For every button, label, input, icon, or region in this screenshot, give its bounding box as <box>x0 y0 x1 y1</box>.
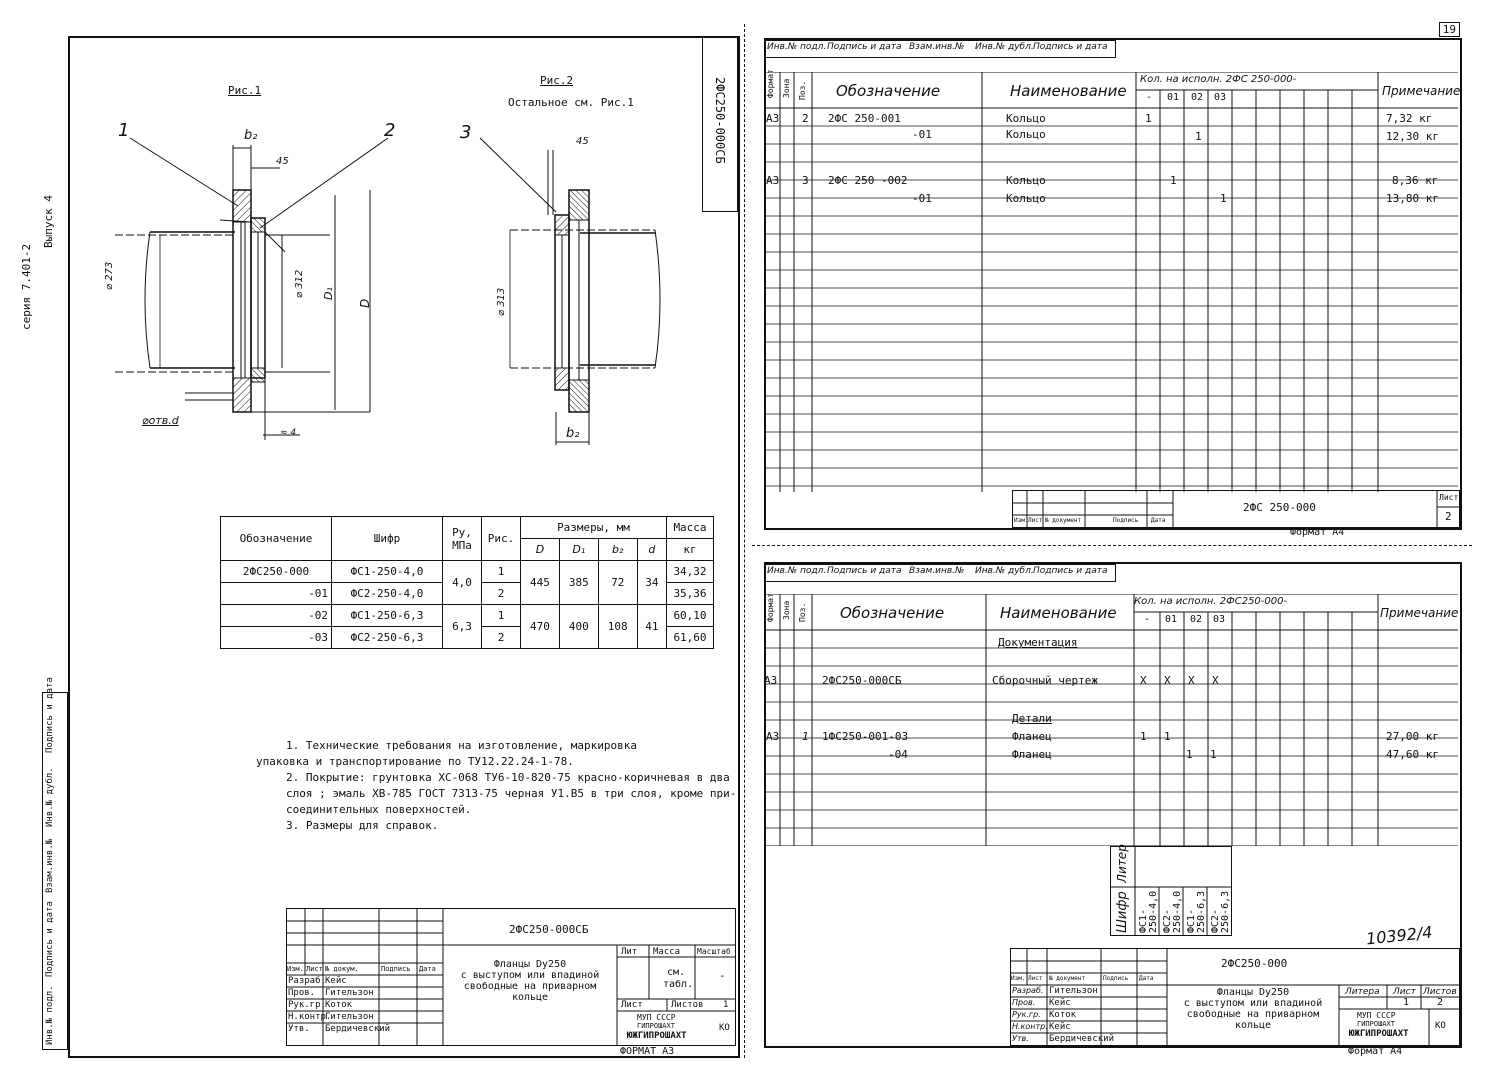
row-shifr: ФС1-250-6,3 <box>332 605 443 627</box>
drawing-title-block <box>286 908 736 1046</box>
spec2-grid <box>764 594 1458 846</box>
fig2-drawing <box>460 120 680 450</box>
spec1-h-oboz: Обозначение <box>836 82 941 100</box>
row-D: 470 <box>521 605 560 649</box>
tb-role-3: Н.контр. <box>288 1012 332 1022</box>
fig1-D: D <box>358 298 372 308</box>
row-shifr: ФС1-250-4,0 <box>332 561 443 583</box>
spec1-r2-poz: 3 <box>802 174 809 187</box>
note-line: соединительных поверхностей. <box>286 803 472 816</box>
spec1-r2-q1: 1 <box>1170 174 1177 187</box>
spec2-r0-q1: Х <box>1164 674 1171 687</box>
spec1-side-1: Инв.№ подл. <box>767 42 827 52</box>
side-stamp <box>42 677 68 1050</box>
table-row <box>221 561 714 583</box>
spec2-h-kol: Кол. на исполн. 2ФС250-000- <box>1134 596 1288 607</box>
spec2-r2-naim: Фланец <box>1012 748 1052 761</box>
s2-org2: ГИПРОШАХТ <box>1357 1020 1395 1028</box>
spec2-h-oboz: Обозначение <box>840 604 945 622</box>
spec2-r0-format: А3 <box>764 674 778 687</box>
shifr-0: ФС1-250-4,0 <box>1138 890 1159 933</box>
s2-name-0: Гительзон <box>1049 986 1098 996</box>
tb-org3: ЮЖГИПРОШАХТ <box>627 1031 687 1041</box>
spec1-h-kol: Кол. на исполн. 2ФС 250-000- <box>1140 74 1297 85</box>
liter-label: Литер <box>1115 844 1129 883</box>
tb-code: 2ФС250-000СБ <box>509 923 589 936</box>
spec2-section-parts: Детали <box>1012 712 1052 725</box>
spec1-list-label: Лист <box>1439 493 1459 502</box>
row-ris: 1 <box>482 605 521 627</box>
spec1-stamp-head <box>764 40 1116 58</box>
fig1-holes: ⌀отв.d <box>142 414 179 427</box>
fig1-title: Рис.1 <box>228 84 262 97</box>
s2-name-4: Бердичевский <box>1049 1034 1115 1044</box>
spec2-r0-q2: Х <box>1188 674 1195 687</box>
s2-head-list: Лист <box>1028 975 1043 982</box>
spec1-r1-q2: 1 <box>1195 130 1202 143</box>
tb-role-0: Разраб. <box>288 976 326 986</box>
th-py-label: Pу, <box>452 525 472 539</box>
spec2-section-docs: Документация <box>998 636 1078 649</box>
row-py: 6,3 <box>443 605 482 649</box>
spec2-col-0: - <box>1144 614 1151 625</box>
spec2-r1-format: А3 <box>766 730 780 743</box>
spec2-r2-q3: 1 <box>1210 748 1217 761</box>
tb-head-doc: № докум. <box>325 965 359 973</box>
s2-list-val: 1 <box>1403 997 1410 1008</box>
notes <box>256 738 736 834</box>
spec2-h-prim: Примечание <box>1380 606 1459 620</box>
side-col-5: Подпись и дата <box>45 677 55 753</box>
tb-name-2: с выступом или впадиной <box>460 970 600 981</box>
s2-name-line-4: кольце <box>1234 1020 1272 1031</box>
side-col-4: Инв.№ дубл. <box>45 767 55 827</box>
th-sizes: Размеры, мм <box>521 517 667 539</box>
spec1-r0-q0: 1 <box>1145 112 1152 125</box>
s2-name-line-2: с выступом или впадиной <box>1183 998 1323 1009</box>
spec1-r2-oboz: 2ФС 250 -002 <box>828 174 908 187</box>
tb-name-3: Гительзон <box>325 1012 374 1022</box>
tb-name-1: Гительзон <box>325 988 374 998</box>
spec2-r1-prim: 27,00 кг <box>1386 730 1439 743</box>
spec1-h-izm: Изм. <box>1014 517 1029 524</box>
tb-name-4: кольце <box>511 992 549 1003</box>
spec1-h-date: Дата <box>1151 517 1166 524</box>
s2-role-1: Пров. <box>1012 998 1036 1007</box>
tb-listov-val: 1 <box>723 1000 729 1010</box>
spec2-r0-q3: Х <box>1212 674 1219 687</box>
row-ris: 2 <box>482 583 521 605</box>
th-py <box>443 517 482 561</box>
th-D1: D₁ <box>559 539 598 561</box>
th-mass: Масса <box>667 517 714 539</box>
tb-head-date: Дата <box>419 965 436 973</box>
spec2-r0-naim: Сборочный чертеж <box>992 674 1098 687</box>
s2-head-izm: Изм. <box>1011 975 1026 982</box>
spec1-col-2: 02 <box>1191 92 1204 103</box>
s2-org3: ЮЖГИПРОШАХТ <box>1349 1029 1409 1039</box>
s2-liter: Литера <box>1345 987 1380 997</box>
tb-name-0: Кейс <box>325 976 347 986</box>
tb-role-1: Пров. <box>288 988 316 998</box>
spec1-r0-naim: Кольцо <box>1006 112 1046 125</box>
th-D: D <box>521 539 560 561</box>
s2-role-4: Утв. <box>1012 1034 1029 1043</box>
th-py-unit: МПа <box>452 538 472 552</box>
spec1-r0-prim: 7,32 кг <box>1386 112 1433 125</box>
spec2-stamp-head <box>764 564 1116 582</box>
spec2-side-4: Инв.№ дубл. <box>975 566 1034 576</box>
spec1-h-list: Лист <box>1028 517 1043 524</box>
fig1-D1: D₁ <box>322 287 335 300</box>
issue-label: Выпуск 4 <box>42 195 55 248</box>
s2-listov-val: 2 <box>1437 997 1444 1008</box>
spec2-side-1: Инв.№ подл. <box>767 566 827 576</box>
s2-head-date: Дата <box>1139 975 1154 982</box>
row-shifr: ФС2-250-6,3 <box>332 627 443 649</box>
sheet-divider-h <box>752 545 1472 547</box>
fig2-label-3: 3 <box>460 122 472 143</box>
fig1-drawing <box>100 110 400 450</box>
note-line: 1. Технические требования на изготовление, маркировка <box>286 739 637 752</box>
fig1-d312: ⌀ 312 <box>294 269 305 298</box>
s2-name-1: Кейс <box>1049 998 1071 1008</box>
spec1-r0-format: А3 <box>766 112 780 125</box>
s2-role-2: Рук.гр. <box>1012 1010 1041 1019</box>
spec1-r3-prim: 13,80 кг <box>1386 192 1439 205</box>
tb-org1: МУП СССР <box>637 1013 676 1022</box>
s2-ko: КО <box>1435 1021 1446 1031</box>
note-line: упаковка и транспортирование по ТУ12.22.24-1-78. <box>256 755 574 768</box>
spec2-r0-q0: Х <box>1140 674 1147 687</box>
stamp-number: 10392/4 <box>1365 922 1434 949</box>
row-b2: 72 <box>598 561 637 605</box>
tb-lit: Лит <box>621 947 638 957</box>
spec1-side-2: Подпись и дата <box>827 42 902 52</box>
tb-name-3: свободные на приварном <box>463 981 597 992</box>
spec1-grid <box>764 72 1461 492</box>
th-ris: Рис. <box>482 517 521 561</box>
fig2-chamfer: 45 <box>576 136 589 147</box>
row-d: 41 <box>637 605 666 649</box>
fig1-b2: b₂ <box>244 128 258 143</box>
spec1-r1-naim: Кольцо <box>1006 128 1046 141</box>
spec2-r2-prim: 47,60 кг <box>1386 748 1439 761</box>
tb-scale-val: - <box>719 969 726 982</box>
row-py: 4,0 <box>443 561 482 605</box>
tb-name-4: Бердичевский <box>325 1024 391 1034</box>
fig2-title: Рис.2 <box>540 74 574 87</box>
shifr-1: ФС2-250-4,0 <box>1162 890 1183 933</box>
table-row <box>221 605 714 627</box>
drawing-code-box <box>702 36 738 212</box>
s2-name-line-3: свободные на приварном <box>1186 1009 1320 1020</box>
row-oboz: -03 <box>221 627 332 649</box>
side-col-1: Инв.№ подл. <box>45 985 55 1045</box>
spec1-h-format: Формат <box>766 69 775 98</box>
row-mass: 34,32 <box>667 561 714 583</box>
sheet-number: 19 <box>1439 22 1460 37</box>
tb-ko: КО <box>719 1023 730 1033</box>
fig1-chamfer: 45 <box>276 156 289 167</box>
spec2-h-poz: Поз. <box>798 602 807 622</box>
tb-name-1: Фланцы Dу250 <box>493 959 567 970</box>
series-label: серия 7.401-2 <box>20 243 33 330</box>
note-line: 3. Размеры для справок. <box>286 819 439 832</box>
spec2-r2-oboz: -04 <box>888 748 908 761</box>
tb-head-list: Лист <box>306 965 323 973</box>
spec2-side-2: Подпись и дата <box>827 566 902 576</box>
spec1-side-5: Подпись и дата <box>1033 42 1108 52</box>
fig1-lower: ≈ 4 <box>280 428 297 438</box>
spec2-r1-naim: Фланец <box>1012 730 1052 743</box>
row-oboz: 2ФС250-000 <box>221 561 332 583</box>
spec1-r3-oboz: -01 <box>912 192 932 205</box>
spec1-code: 2ФС 250-000 <box>1243 501 1316 514</box>
side-col-2: Подпись и дата <box>45 901 55 977</box>
s2-list: Лист <box>1393 987 1416 997</box>
row-d: 34 <box>637 561 666 605</box>
th-mass-unit: кг <box>667 539 714 561</box>
spec2-side-5: Подпись и дата <box>1033 566 1108 576</box>
spec1-h-zona: Зона <box>782 78 791 98</box>
spec1-h-prim: Примечание <box>1382 84 1461 98</box>
side-col-3: Взам.инв.№ <box>45 838 55 893</box>
spec1-r0-poz: 2 <box>802 112 809 125</box>
tb-list: Лист <box>621 1000 643 1010</box>
s2-name-line-1: Фланцы Dу250 <box>1216 987 1290 998</box>
fig1-label-1: 1 <box>118 120 130 141</box>
row-oboz: -02 <box>221 605 332 627</box>
s2-listov: Листов <box>1423 987 1457 997</box>
tb-listov: Листов <box>671 1000 704 1010</box>
row-b2: 108 <box>598 605 637 649</box>
spec2-r1-q0: 1 <box>1140 730 1147 743</box>
sheet-divider <box>744 24 746 1058</box>
row-ris: 1 <box>482 561 521 583</box>
row-D: 445 <box>521 561 560 605</box>
row-shifr: ФС2-250-4,0 <box>332 583 443 605</box>
s2-code: 2ФС250-000 <box>1221 957 1288 970</box>
row-mass: 61,60 <box>667 627 714 649</box>
tb-head-sign: Подпись <box>381 965 411 973</box>
row-ris: 2 <box>482 627 521 649</box>
tb-mass-val: см. <box>667 967 686 978</box>
th-oboz: Обозначение <box>221 517 332 561</box>
spec1-h-sign: Подпись <box>1113 517 1139 524</box>
spec1-h-poz: Поз. <box>798 80 807 100</box>
spec2-col-2: 02 <box>1190 614 1203 625</box>
spec2-format: Формат А4 <box>1348 1046 1403 1057</box>
spec2-r0-oboz: 2ФС250-000СБ <box>822 674 902 687</box>
tb-name-2: Коток <box>325 1000 353 1010</box>
spec1-r2-naim: Кольцо <box>1006 174 1046 187</box>
shifr-2: ФС1-250-6,3 <box>1186 890 1207 933</box>
spec2-col-3: 03 <box>1213 614 1226 625</box>
tb-org2: ГИПРОШАХТ <box>637 1022 675 1030</box>
tb-role-2: Рук.гр. <box>288 1000 326 1010</box>
spec2-r1-oboz: 1ФС250-001-03 <box>822 730 909 743</box>
shifr-label: Шифр <box>1115 891 1130 933</box>
shifr-table <box>1110 846 1232 936</box>
spec1-r2-format: А3 <box>766 174 780 187</box>
spec2-r2-q2: 1 <box>1186 748 1193 761</box>
note-line: слоя ; эмаль ХВ-785 ГОСТ 7313-75 черная У1.В5 в три слоя, кроме при- <box>286 787 737 800</box>
th-shifr: Шифр <box>332 517 443 561</box>
spec1-r3-q3: 1 <box>1220 192 1227 205</box>
spec2-r1-q1: 1 <box>1164 730 1171 743</box>
row-mass: 60,10 <box>667 605 714 627</box>
spec1-r2-prim: 8,36 кг <box>1392 174 1439 187</box>
spec1-r3-naim: Кольцо <box>1006 192 1046 205</box>
spec1-col-1: 01 <box>1167 92 1180 103</box>
spec1-side-4: Инв.№ дубл. <box>975 42 1034 52</box>
s2-name-2: Коток <box>1049 1010 1077 1020</box>
tb-mass-val2: табл. <box>663 979 694 990</box>
drawing-code: 2ФС250-000СБ <box>713 77 727 164</box>
fig2-subtitle: Остальное см. Рис.1 <box>508 96 634 109</box>
tb-name-block <box>443 959 617 1003</box>
th-b2: b₂ <box>598 539 637 561</box>
row-oboz: -01 <box>221 583 332 605</box>
fig2-d313: ⌀ 313 <box>496 287 507 316</box>
drawing-format: ФОРМАТ А3 <box>620 1046 675 1057</box>
spec1-r1-oboz: -01 <box>912 128 932 141</box>
spec1-title-block <box>1012 490 1460 528</box>
spec2-side-3: Взам.инв.№ <box>909 566 965 576</box>
row-mass: 35,36 <box>667 583 714 605</box>
fig1-label-2: 2 <box>384 120 396 141</box>
spec2-r1-poz: 1 <box>802 730 809 743</box>
spec1-r1-prim: 12,30 кг <box>1386 130 1439 143</box>
s2-org1: МУП СССР <box>1357 1011 1396 1020</box>
spec1-format: Формат А4 <box>1290 527 1345 538</box>
spec1-col-0: - <box>1146 92 1153 103</box>
spec2-col-1: 01 <box>1165 614 1178 625</box>
tb-head-izm: Изм. <box>287 965 304 973</box>
tb-masshtab: Масштаб <box>697 947 731 956</box>
fig2-b2: b₂ <box>566 426 580 441</box>
note-line: 2. Покрытие: грунтовка ХС-068 ТУ6-10-820-75 красно-коричневая в два <box>286 771 730 784</box>
th-d: d <box>637 539 666 561</box>
spec1-side-3: Взам.инв.№ <box>909 42 965 52</box>
s2-role-0: Разраб. <box>1012 986 1044 995</box>
row-D1: 400 <box>559 605 598 649</box>
tb-massa: Масса <box>653 947 681 957</box>
spec2-h-format: Формат <box>766 593 775 622</box>
tb-role-4: Утв. <box>288 1024 310 1034</box>
spec1-h-doc: № документ <box>1045 517 1082 524</box>
spec1-col-3: 03 <box>1214 92 1227 103</box>
shifr-3: ФС2-250-6,3 <box>1210 890 1231 933</box>
spec2-h-naim: Наименование <box>1000 604 1117 622</box>
row-D1: 385 <box>559 561 598 605</box>
spec2-title-block <box>1010 948 1460 1046</box>
s2-head-sign: Подпись <box>1103 975 1129 982</box>
spec1-h-naim: Наименование <box>1010 82 1127 100</box>
spec2-h-zona: Зона <box>782 600 791 620</box>
spec1-list-val: 2 <box>1445 510 1452 523</box>
flange-table <box>220 516 714 649</box>
spec1-r0-oboz: 2ФС 250-001 <box>828 112 901 125</box>
s2-head-doc: № документ <box>1049 975 1086 982</box>
s2-name-block <box>1167 987 1339 1031</box>
s2-role-3: Н.контр. <box>1012 1022 1048 1031</box>
s2-name-3: Кейс <box>1049 1022 1071 1032</box>
fig1-d273: ⌀ 273 <box>104 261 115 290</box>
